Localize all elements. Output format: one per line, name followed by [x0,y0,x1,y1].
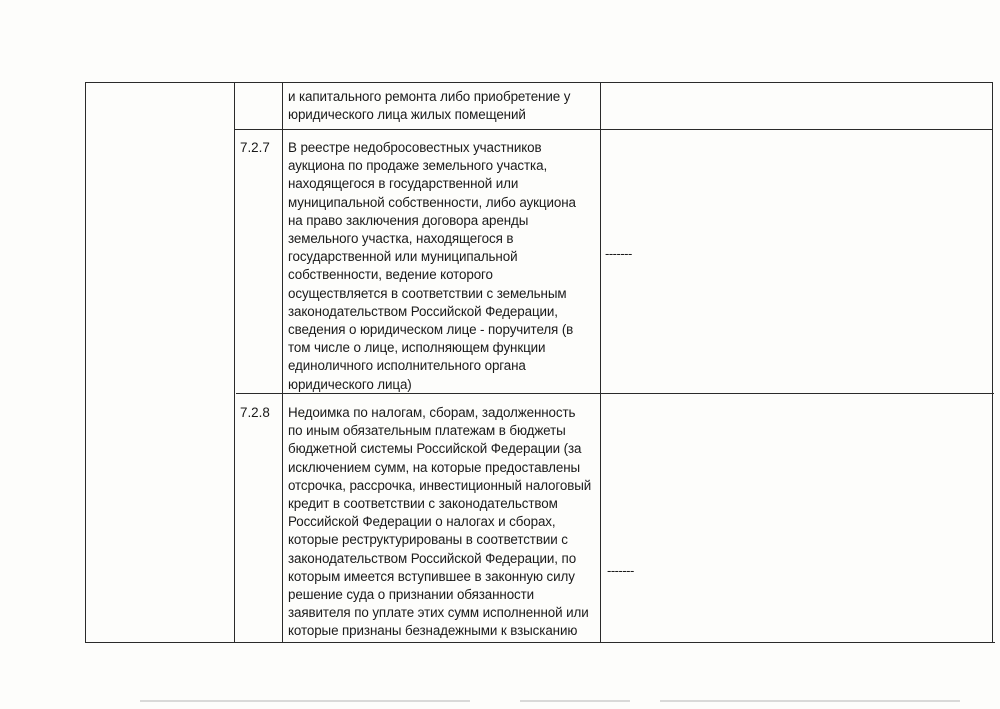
row-divider [234,129,993,130]
row-value-7-2-7: ------- [605,246,632,261]
row-number-7-2-8: 7.2.8 [240,405,270,420]
column-divider [600,82,601,643]
column-divider [234,82,235,643]
row-number-7-2-7: 7.2.7 [240,140,270,155]
row-value-7-2-8: ------- [607,563,634,578]
table-right-border [992,82,993,643]
table-bottom-border [85,642,995,643]
table-left-border [85,82,86,643]
row-text-continuation: и капитального ремонта либо приобретение у юридического лица жилых помещений [288,89,571,123]
row-text-7-2-7: В реестре недобросовестных участников аукциона по продаже земельного участка, находящегося в государственной или муниципальной собственности, либо аукциона на право заключения договора аренды земельного участка, находящегося в государственной или муниципальной собственности, ведение которого осуществляется в соответствии с земельным законодательством Российской Федерации, сведения о юридическом лице - поручителя (в том числе о лице, исполняющем функции единоличного исполнительного органа юридического лица) [288,140,576,392]
scan-artifact [520,700,630,702]
row-text-7-2-8: Недоимка по налогам, сборам, задолженность по иным обязательным платежам в бюджеты бюджетной системы Российской Федерации (за исключением сумм, на которые предоставлены отсрочка, рассрочка, инвестиционный налоговый кредит в соответствии с законодательством Российской Федерации о налогах и сборах, которые реструктурированы в соответствии с законодательством Российской Федерации, по которым имеется вступившее в законную силу решение суда о признании обязанности заявителя по уплате этих сумм исполненной или которые признаны безнадежными к взысканию [288,405,592,639]
scan-artifact [140,700,470,702]
column-divider [282,82,283,643]
table-top-border [85,82,993,83]
scan-artifact [660,700,960,702]
